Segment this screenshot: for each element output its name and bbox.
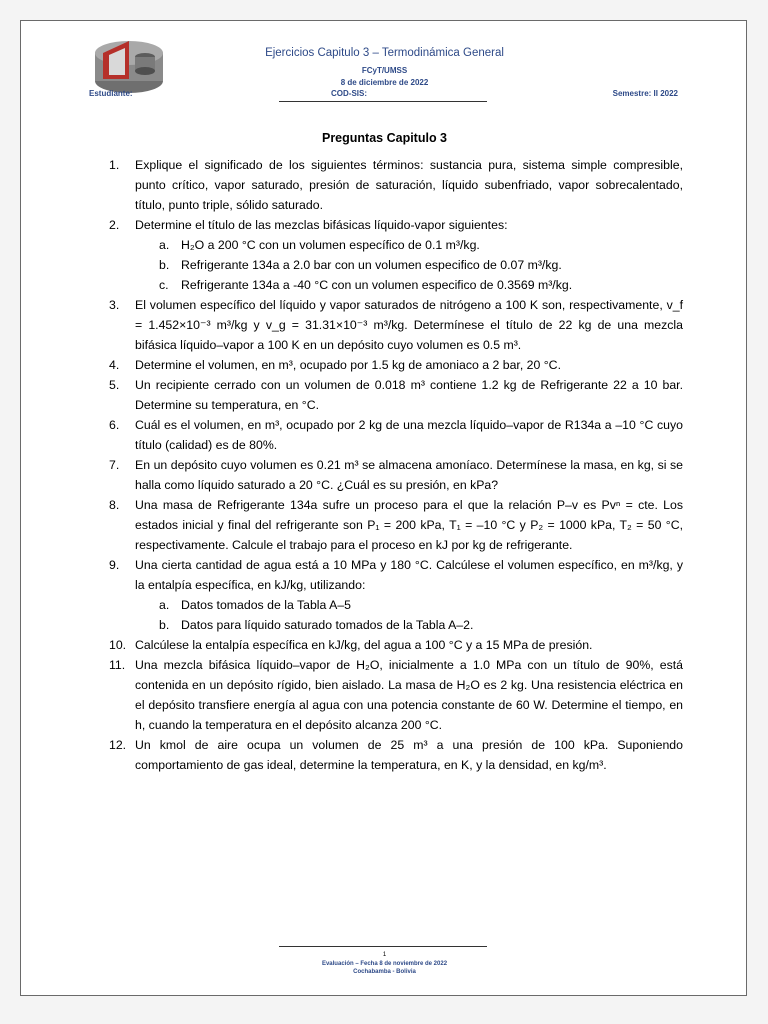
question-item — [109, 735, 683, 775]
sub-question-text: Datos tomados de la Tabla A–5 — [181, 598, 351, 612]
question-item — [109, 295, 683, 355]
sub-question-item — [135, 615, 683, 635]
header-date: 8 de diciembre de 2022 — [340, 78, 429, 87]
sub-question-text: H₂O a 200 °C con un volumen específico de 0.1 m³/kg. — [181, 238, 480, 252]
question-number: 5. — [109, 378, 120, 392]
question-item — [109, 375, 683, 415]
page-number: 1 — [382, 952, 387, 958]
question-item — [109, 215, 683, 295]
question-text: Una mezcla bifásica líquido–vapor de H₂O, inicialmente a 1.0 MPa con un título de 90%, está contenida en un depósito rígido, bien aislado. La masa de H₂O es 2 kg. Una resistencia eléctrica en el depósito transfiere energía al agua con una potencia constante de 60 W. Determine el tiempo, en h, cuando la temperatura en el depósito alcanza 200 °C. — [135, 658, 683, 732]
sub-question-letter: b. — [159, 258, 170, 272]
question-item — [109, 155, 683, 215]
document-title: Preguntas Capitulo 3 — [321, 131, 448, 145]
sub-question-letter: b. — [159, 618, 170, 632]
question-item — [109, 455, 683, 495]
question-item — [109, 415, 683, 455]
footer-city: Cochabamba - Bolivia — [353, 969, 416, 975]
question-text: En un depósito cuyo volumen es 0.21 m³ se almacena amoníaco. Determínese la masa, en kg, si se halla como líquido saturado a 20 °C. ¿Cuál es su presión, en kPa? — [135, 458, 683, 492]
question-number: 7. — [109, 458, 120, 472]
document-page — [20, 20, 747, 996]
header-title: Ejercicios Capitulo 3 – Termodinámica General — [265, 47, 504, 59]
header-divider — [279, 101, 487, 102]
cod-sis-label: COD-SIS: — [331, 89, 367, 98]
question-item — [109, 635, 683, 655]
question-text: Una cierta cantidad de agua está a 10 MPa y 180 °C. Calcúlese el volumen específico, en m³/kg, y la entalpía específica, en kJ/kg, utilizando: — [135, 558, 683, 592]
question-text: Determine el volumen, en m³, ocupado por 1.5 kg de amoniaco a 2 bar, 20 °C. — [135, 358, 561, 372]
question-text: Calcúlese la entalpía específica en kJ/kg, del agua a 100 °C y a 15 MPa de presión. — [135, 638, 593, 652]
question-number: 9. — [109, 558, 120, 572]
sub-question-text: Refrigerante 134a a -40 °C con un volumen especifico de 0.3569 m³/kg. — [181, 278, 573, 292]
sub-question-item — [135, 235, 683, 255]
sub-question-letter: c. — [159, 278, 169, 292]
sub-question-text: Refrigerante 134a a 2.0 bar con un volumen especifico de 0.07 m³/kg. — [181, 258, 562, 272]
semester-label: Semestre: II 2022 — [612, 89, 678, 98]
question-number: 8. — [109, 498, 120, 512]
question-text: Un recipiente cerrado con un volumen de 0.018 m³ contiene 1.2 kg de Refrigerante 22 a 10 bar. Determine su temperatura, en °C. — [135, 378, 683, 412]
question-text: Un kmol de aire ocupa un volumen de 25 m³ a una presión de 100 kPa. Suponiendo comportamiento de gas ideal, determine la temperatura, en K, y la densidad, en kg/m³. — [135, 738, 683, 772]
sub-question-list — [135, 595, 683, 635]
sub-question-item — [135, 595, 683, 615]
question-item — [109, 555, 683, 635]
question-text: El volumen específico del líquido y vapor saturados de nitrógeno a 100 K son, respectivamente, v_f = 1.452×10⁻³ m³/kg y v_g = 31.31×10⁻³ m³/kg. Determínese el título de 22 kg de una mezcla bifásica líquido–vapor a 100 K en un depósito cuyo volumen es 0.5 m³. — [135, 298, 683, 352]
question-text: Determine el título de las mezclas bifásicas líquido-vapor siguientes: — [135, 218, 508, 232]
question-number: 3. — [109, 298, 120, 312]
question-number: 10. — [109, 638, 127, 652]
question-text: Una masa de Refrigerante 134a sufre un proceso para el que la relación P–v es Pvⁿ = cte. Los estados inicial y final del refrigerante son P₁ = 200 kPa, T₁ = –10 °C y P₂ = 1000 kPa, T₂ = 50 °C, respectivamente. Calcule el trabajo para el proceso en kJ por kg de refrigerante. — [135, 498, 683, 552]
sub-question-item — [135, 255, 683, 275]
footer-divider — [279, 946, 487, 947]
question-number: 6. — [109, 418, 120, 432]
question-item — [109, 355, 683, 375]
question-number: 4. — [109, 358, 120, 372]
student-label: Estudiante: — [89, 89, 133, 98]
sub-question-letter: a. — [159, 238, 170, 252]
question-text: Cuál es el volumen, en m³, ocupado por 2 kg de una mezcla líquido–vapor de R134a a –10 °C cuyo título (calidad) es de 80%. — [135, 418, 683, 452]
sub-question-list — [135, 235, 683, 295]
sub-question-letter: a. — [159, 598, 170, 612]
question-text: Explique el significado de los siguientes términos: sustancia pura, sistema simple compresible, punto crítico, vapor saturado, presión de saturación, líquido subenfriado, vapor sobrecalentado, título, punto triple, sólido saturado. — [135, 158, 683, 212]
header-institution: FCyT/UMSS — [361, 66, 408, 75]
question-number: 11. — [109, 658, 126, 672]
question-item — [109, 495, 683, 555]
question-number: 1. — [109, 158, 120, 172]
question-list — [109, 155, 683, 775]
question-number: 2. — [109, 218, 120, 232]
question-item — [109, 655, 683, 735]
sub-question-text: Datos para líquido saturado tomados de la Tabla A–2. — [181, 618, 474, 632]
question-number: 12. — [109, 738, 127, 752]
footer-evaluation: Evaluación – Fecha 8 de noviembre de 2022 — [321, 961, 448, 967]
sub-question-item — [135, 275, 683, 295]
